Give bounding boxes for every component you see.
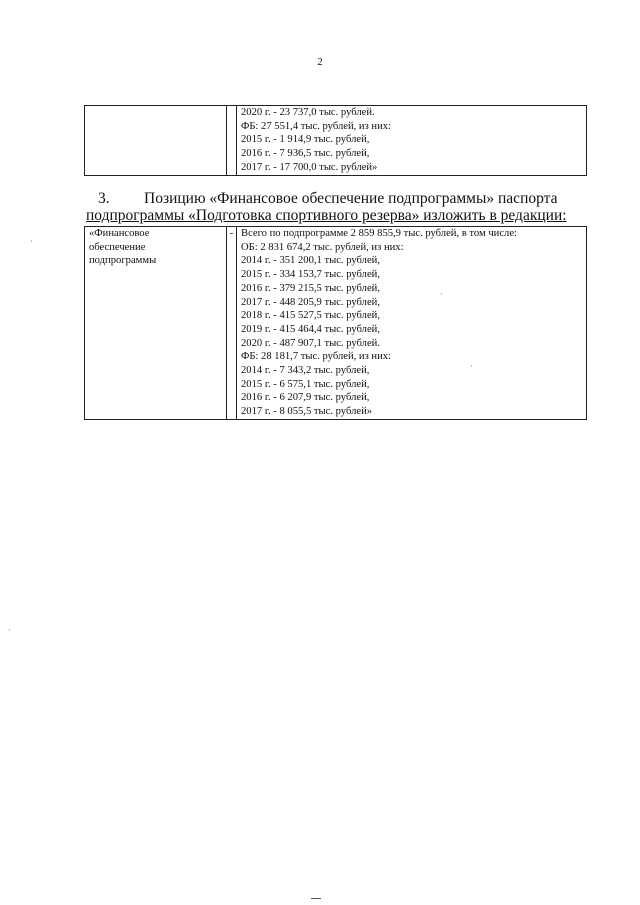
scan-speck: ·	[470, 362, 473, 371]
value-line: 2015 г. - 1 914,9 тыс. рублей,	[241, 134, 370, 146]
label-cell	[85, 106, 227, 176]
section-number: 3.	[98, 190, 110, 207]
scan-speck: ·	[440, 290, 443, 299]
value-line: 2017 г. - 8 055,5 тыс. рублей»	[241, 406, 373, 418]
dash-cell: -	[227, 227, 237, 420]
value-line: ОБ: 2 831 674,2 тыс. рублей, из них:	[241, 241, 404, 253]
value-line: 2017 г. - 17 700,0 тыс. рублей»	[241, 161, 378, 173]
section-heading	[86, 190, 606, 224]
value-line: Всего по подпрограмме 2 859 855,9 тыс. рублей, в том числе:	[241, 228, 517, 239]
section-text-line1: Позицию «Финансовое обеспечение подпрограммы» паспорта	[144, 190, 558, 207]
section-text-line2: подпрограммы «Подготовка спортивного резерва» изложить в редакции:	[86, 207, 567, 224]
label-line: «Финансовое	[89, 228, 150, 239]
scan-mark	[311, 898, 321, 899]
value-line: 2015 г. - 6 575,1 тыс. рублей,	[241, 378, 370, 390]
financing-table-continuation	[84, 105, 587, 176]
value-line: 2014 г. - 351 200,1 тыс. рублей,	[241, 255, 380, 267]
value-line: 2017 г. - 448 205,9 тыс. рублей,	[241, 296, 380, 308]
value-line: 2020 г. - 487 907,1 тыс. рублей.	[241, 337, 380, 349]
value-line: 2016 г. - 7 936,5 тыс. рублей,	[241, 148, 370, 160]
label-line: обеспечение	[89, 241, 146, 253]
value-line: 2016 г. - 379 215,5 тыс. рублей,	[241, 282, 380, 294]
table-row	[85, 227, 587, 420]
value-line: 2014 г. - 7 343,2 тыс. рублей,	[241, 365, 370, 377]
financing-table-new	[84, 226, 587, 420]
label-cell	[85, 227, 227, 420]
values-cell	[237, 227, 587, 420]
value-line: 2015 г. - 334 153,7 тыс. рублей,	[241, 269, 380, 281]
values-cell	[237, 106, 587, 176]
value-line: ФБ: 28 181,7 тыс. рублей, из них:	[241, 351, 391, 363]
scan-speck: ·	[8, 626, 11, 635]
value-line: 2020 г. - 23 737,0 тыс. рублей.	[241, 107, 375, 118]
page-number: 2	[317, 56, 323, 68]
value-line: 2016 г. - 6 207,9 тыс. рублей,	[241, 392, 370, 404]
value-line: 2019 г. - 415 464,4 тыс. рублей,	[241, 323, 380, 335]
value-line: ФБ: 27 551,4 тыс. рублей, из них:	[241, 120, 391, 132]
label-line: подпрограммы	[89, 255, 157, 267]
value-line: 2018 г. - 415 527,5 тыс. рублей,	[241, 310, 380, 322]
dash-cell	[227, 106, 237, 176]
scan-speck: ·	[30, 237, 33, 246]
table-row	[85, 106, 587, 176]
